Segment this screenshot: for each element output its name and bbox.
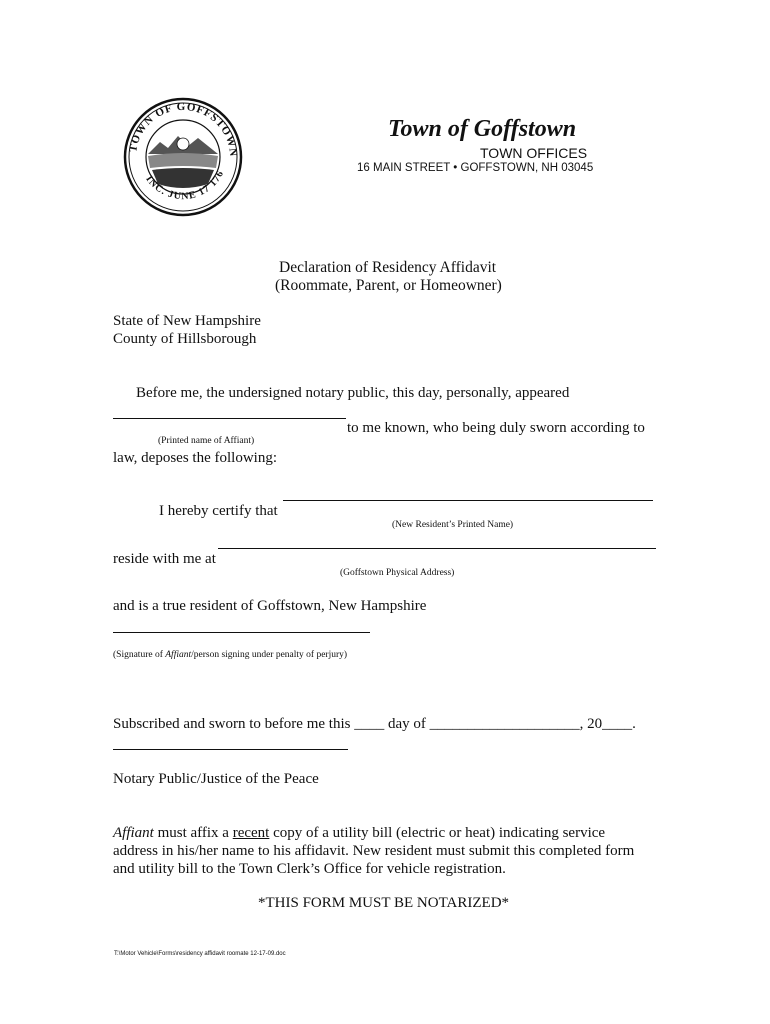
notice-line-2: address in his/her name to his affidavit. New resident must submit this completed form: [113, 843, 635, 859]
affiant-suffix: to me known, who being duly sworn according to: [347, 420, 645, 436]
seal-icon: [122, 96, 244, 218]
certify-text: I hereby certify that: [159, 503, 278, 519]
notarized-notice: *THIS FORM MUST BE NOTARIZED*: [258, 895, 510, 911]
signature-caption-post: /person signing under penalty of perjury): [191, 650, 348, 660]
venue-county: County of Hillsborough: [113, 331, 257, 347]
intro-text: Before me, the undersigned notary public, this day, personally, appeared: [136, 385, 570, 401]
footer-file-path: T:\Motor Vehicle\Forms\residency affidavit roomate 12-17-09.doc: [114, 951, 286, 957]
signature-caption-italic: Affiant: [165, 650, 192, 660]
affiant-caption: (Printed name of Affiant): [158, 436, 255, 446]
notice-affiant: Affiant: [113, 825, 154, 841]
seal-bottom-text: INC. JUNE 17 176: [143, 168, 227, 203]
notice-seg2: copy of a utility bill (electric or heat) indicating service: [269, 825, 606, 841]
notary-signature-field[interactable]: [113, 749, 348, 750]
form-title: Declaration of Residency Affidavit: [279, 259, 497, 276]
signature-caption: [113, 650, 347, 660]
notary-label: Notary Public/Justice of the Peace: [113, 771, 319, 787]
venue-state: State of New Hampshire: [113, 313, 261, 329]
town-address: 16 MAIN STREET • GOFFSTOWN, NH 03045: [357, 162, 594, 174]
signature-caption-pre: (Signature of: [113, 650, 166, 660]
notice-line-3: and utility bill to the Town Clerk’s Office for vehicle registration.: [113, 861, 506, 877]
law-text: law, deposes the following:: [113, 450, 277, 466]
affiant-signature-field[interactable]: [113, 632, 370, 633]
resident-caption: (New Resident’s Printed Name): [392, 520, 514, 530]
new-resident-name-field[interactable]: [283, 500, 653, 501]
town-name: Town of Goffstown: [388, 116, 577, 142]
notice-recent: recent: [232, 825, 270, 841]
sworn-line[interactable]: Subscribed and sworn to before me this ____ day of ____________________, 20____.: [113, 716, 636, 732]
town-offices: TOWN OFFICES: [480, 145, 588, 161]
true-resident-text: and is a true resident of Goffstown, New Hampshire: [113, 598, 427, 614]
notice-seg1: must affix a: [153, 825, 233, 841]
physical-address-field[interactable]: [218, 548, 656, 549]
affiant-name-field[interactable]: [113, 418, 346, 419]
town-seal: [122, 96, 244, 218]
form-subtitle: (Roommate, Parent, or Homeowner): [275, 277, 502, 294]
address-caption: (Goffstown Physical Address): [340, 568, 455, 578]
reside-text: reside with me at: [113, 551, 216, 567]
seal-top-text: TOWN OF GOFFSTOWN: [127, 100, 240, 158]
notice-line-1: [113, 825, 605, 842]
